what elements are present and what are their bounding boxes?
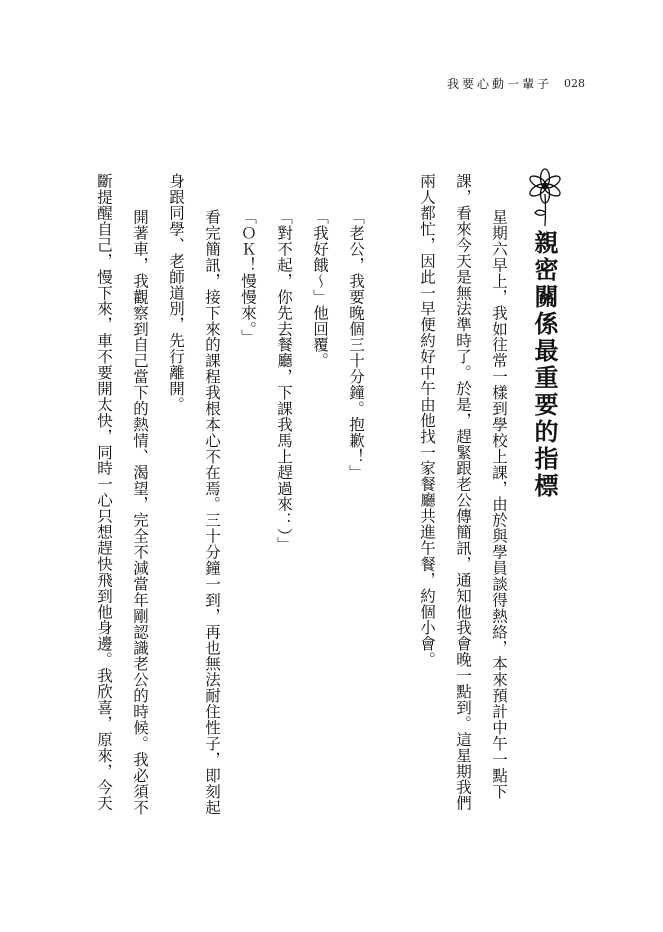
paragraph-line: 開著車，我觀察到自己當下的熱情、渴望，完全不減當年剛認識老公的時候。我必須不: [131, 209, 149, 816]
paragraph-line: 身跟同學、老師道別，先行離開。: [167, 173, 185, 413]
message-line: 「我好餓～」他回覆。: [311, 209, 329, 369]
paragraph-line: 兩人都忙，因此一早便約好中午由他找一家餐廳共進午餐，約個小會。: [418, 173, 436, 668]
message-line: 「對不起，你先去餐廳，下課我馬上趕過來：）」: [275, 209, 293, 553]
running-header: [447, 76, 585, 92]
paragraph-line: 課，看來今天是無法準時了。於是，趕緊跟老公傳簡訊，通知他我會晚一點到。這星期我們: [454, 173, 472, 811]
flower-icon: [521, 166, 569, 230]
message-line: 「老公，我要晚個三十分鐘。抱歉！」: [347, 209, 365, 481]
paragraph-line: 看完簡訊，接下來的課程我根本心不在焉。三十分鐘一到，再也無法耐住性子，即刻起: [203, 209, 221, 816]
book-title: 我要心動一輩子: [446, 77, 552, 91]
paragraph-line: 星期六早上，我如往常一樣到學校上課，由於與學員談得熱絡，本來預計中午一點下: [490, 209, 508, 800]
chapter-title: 親密關係最重要的指標: [530, 230, 559, 500]
message-line: 「ＯＫ！慢慢來。」: [239, 209, 257, 345]
page-number: 028: [564, 77, 585, 90]
paragraph-line: 斷提醒自己，慢下來，車不要開太快，同時一心只想趕快飛到他身邊。我欣喜，原來，今天: [95, 173, 113, 811]
